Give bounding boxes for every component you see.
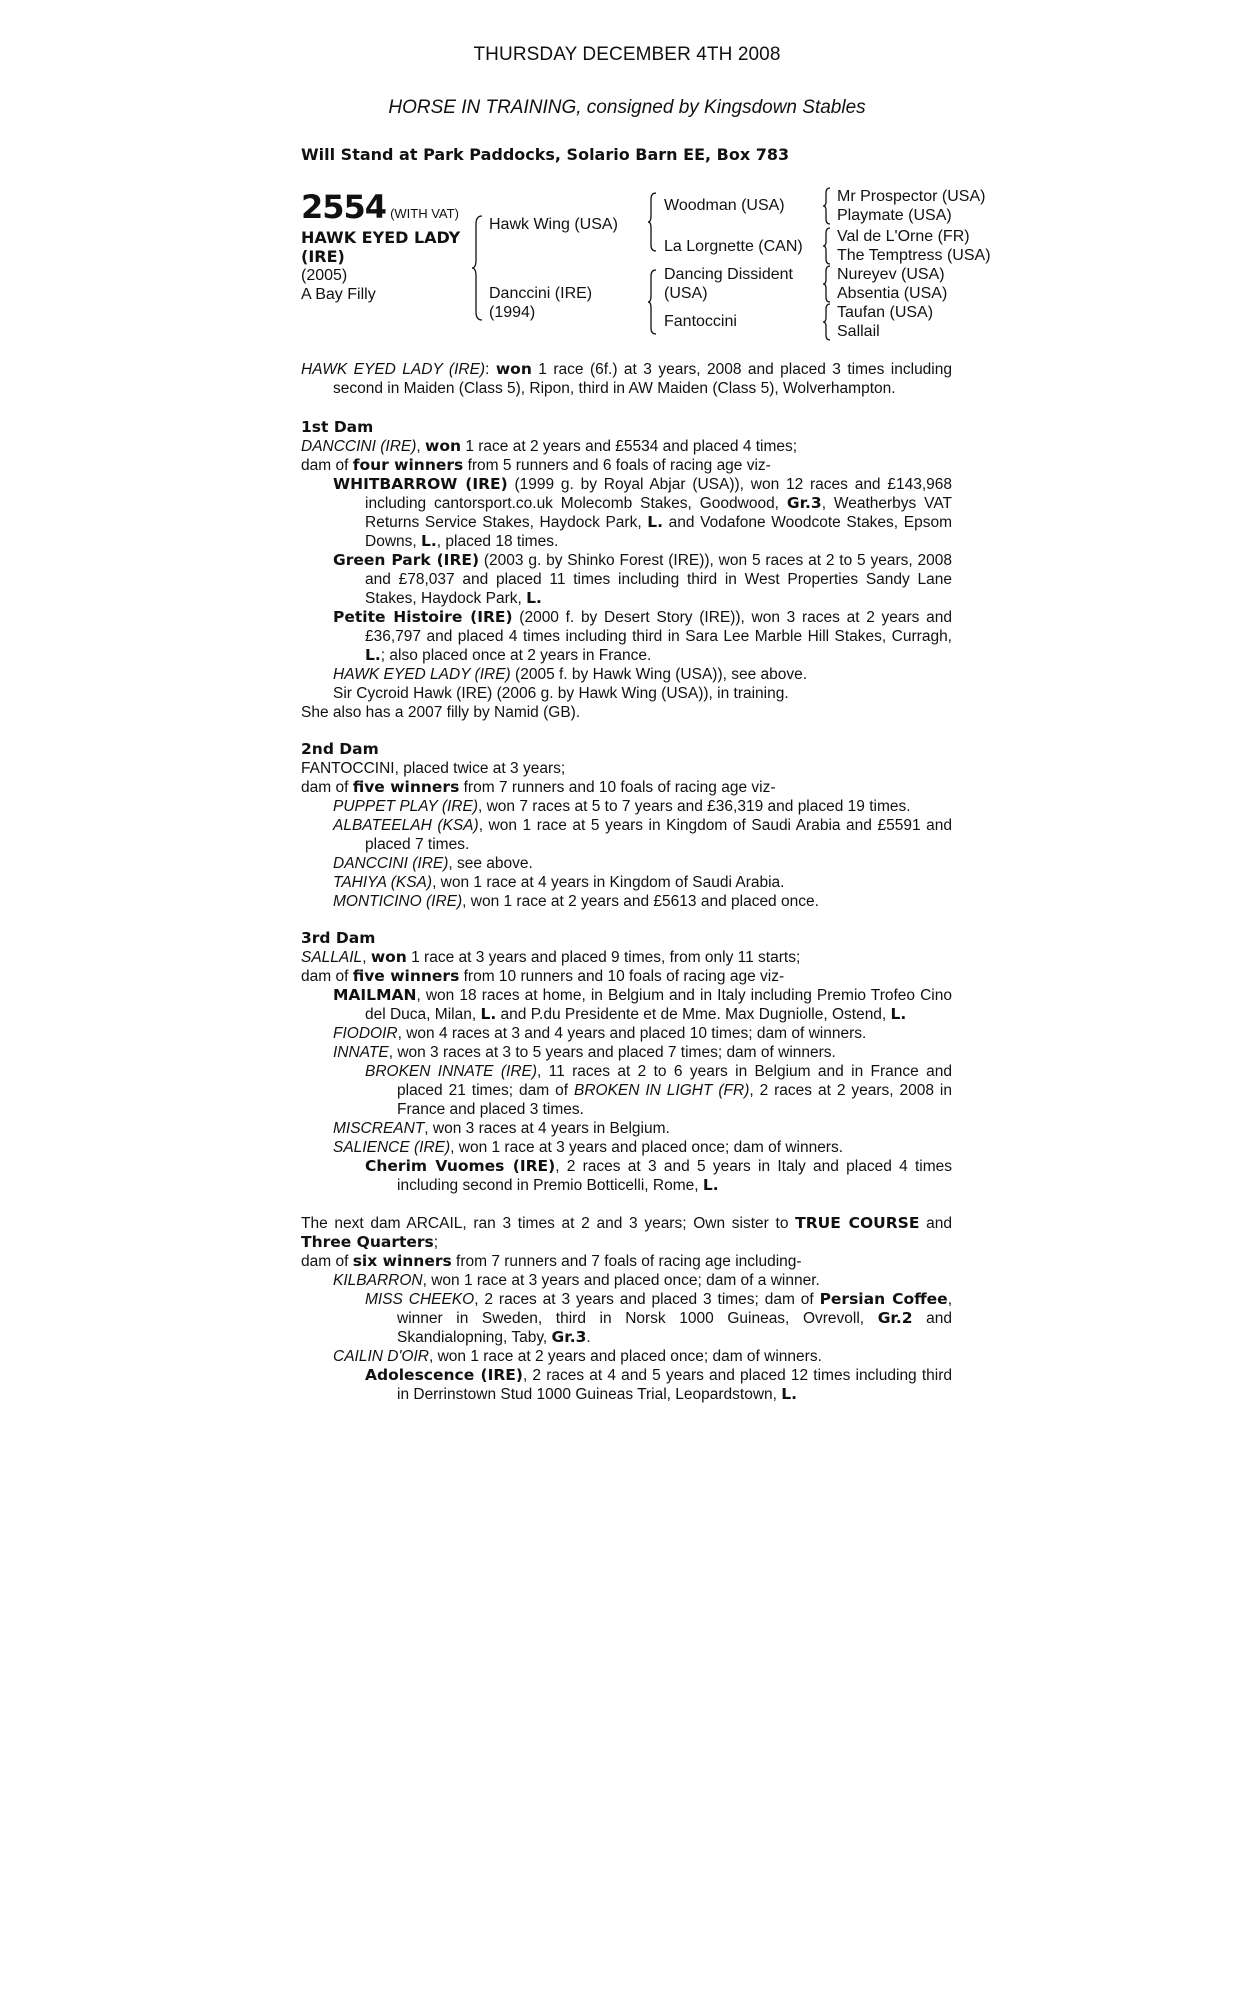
produce-entry xyxy=(333,986,952,1024)
winners-count: five winners xyxy=(352,967,460,985)
third-dam-line xyxy=(301,948,952,967)
vat-note: (WITH VAT) xyxy=(390,206,459,221)
listed-mark: L. xyxy=(647,513,664,531)
produce-record: , won 4 races at 3 and 4 years and placed 10 times; dam of winners. xyxy=(397,1025,867,1042)
horse-name-line1: HAWK EYED LADY xyxy=(301,228,461,247)
listed-mark: L. xyxy=(702,1176,719,1194)
produce-record: (2003 g. by Shinko Forest (IRE)), won 5 races at 2 to 5 years, 2008 and £78,037 and placed 11 times including third in West Properties Sandy Lane Stakes, Haydock Park, xyxy=(365,552,952,607)
dam-dam: Fantoccini xyxy=(664,313,737,330)
produce-entry xyxy=(333,1024,952,1043)
lot-number: 2554 xyxy=(301,188,387,226)
third-dam-heading: 3rd Dam xyxy=(301,929,376,947)
great-grandsire-4: Taufan (USA) xyxy=(837,304,934,321)
produce-name: HAWK EYED LADY (IRE) xyxy=(333,666,511,683)
produce-record: , won 1 race at 4 years in Kingdom of Saudi Arabia. xyxy=(432,874,785,891)
produce-name: KILBARRON xyxy=(333,1272,423,1289)
dam-of-prefix: dam of xyxy=(301,457,353,474)
listed-mark: L. xyxy=(421,532,437,550)
pedigree-bracket-g3 xyxy=(823,266,832,302)
produce-record: , won 3 races at 3 to 5 years and placed 7 times; dam of winners. xyxy=(388,1044,836,1061)
produce-record: , winner in Sweden, third in Norsk 1000 Guineas, Ovrevoll, xyxy=(397,1291,952,1327)
produce-record: , won 1 race at 2 years and placed once; dam of winners. xyxy=(428,1348,822,1365)
produce-record: (2000 f. by Desert Story (IRE)), won 3 races at 2 years and £36,797 and placed 4 times including third in Sara Lee Marble Hill Stakes, Curragh, xyxy=(365,609,952,645)
produce-record: , 2 races at 4 and 5 years and placed 12 times including third in Derrinstown Stud 1000 Guineas Trial, Leopardstown, xyxy=(397,1367,952,1403)
runners-foals: from 10 runners and 10 foals of racing age viz- xyxy=(459,968,785,985)
pedigree-bracket-g4 xyxy=(823,304,832,340)
produce-entry xyxy=(333,1271,952,1290)
produce-name: BROKEN IN LIGHT (FR) xyxy=(573,1082,750,1099)
produce-record: (1999 g. by Royal Abjar (USA)), won 12 races and £143,968 including cantorsport.co.uk Molecomb Stakes, Goodwood, xyxy=(365,476,952,512)
produce-entry xyxy=(333,551,952,608)
produce-name: MISS CHEEKO xyxy=(365,1291,475,1308)
produce-record: , won 1 race at 2 years and £5613 and placed once. xyxy=(462,893,819,910)
fourth-dam-line xyxy=(301,1214,952,1252)
first-dam-line xyxy=(301,437,952,456)
produce-name: SALIENCE (IRE) xyxy=(333,1139,451,1156)
pedigree-bracket-main xyxy=(472,216,484,320)
third-dam-name: SALLAIL xyxy=(301,949,363,966)
runners-foals: from 7 runners and 7 foals of racing age including- xyxy=(451,1253,802,1270)
group-grade: Gr.3 xyxy=(551,1328,587,1346)
third-dam-produce-line xyxy=(301,967,952,986)
dam-of-prefix: dam of xyxy=(301,1253,353,1270)
produce-record: , 2 races at 3 and 5 years in Italy and placed 4 times including second in Premio Botticelli, Rome, xyxy=(397,1158,952,1194)
separator: , xyxy=(362,949,371,966)
grandproduce-entry xyxy=(365,1290,952,1347)
produce-record: , won 18 races at home, in Belgium and in Italy including Premio Trofeo Cino del Duca, Milan, xyxy=(365,987,952,1023)
horse-name-line2: (IRE) xyxy=(301,247,345,266)
produce-record: and Vodafone Woodcote Stakes, Epsom Downs, xyxy=(365,514,952,550)
produce-record: , won 3 races at 4 years in Belgium. xyxy=(424,1120,670,1137)
conjunction: and xyxy=(919,1215,952,1232)
summary-colon: : xyxy=(485,361,496,378)
produce-record: (2005 f. by Hawk Wing (USA)), see above. xyxy=(510,666,808,683)
dam xyxy=(489,284,592,322)
second-dam-heading: 2nd Dam xyxy=(301,740,379,758)
second-dam-line: FANTOCCINI, placed twice at 3 years; xyxy=(301,760,566,777)
produce-name: FIODOIR xyxy=(333,1025,398,1042)
second-dam-produce-line xyxy=(301,778,952,797)
pedigree-bracket-sire xyxy=(648,193,658,251)
produce-name: Petite Histoire (IRE) xyxy=(333,608,513,626)
produce-record: , 2 races at 3 years and placed 3 times; dam of xyxy=(474,1291,820,1308)
produce-record: and P.du Presidente et de Mme. Max Dugniolle, Ostend, xyxy=(496,1006,891,1023)
won-label: won xyxy=(425,437,462,455)
produce-name: Persian Coffee xyxy=(819,1290,948,1308)
produce-entry xyxy=(333,1138,952,1157)
great-granddam-1: Playmate (USA) xyxy=(837,207,952,224)
fourth-dam-produce-line xyxy=(301,1252,952,1271)
lot-heading xyxy=(301,188,459,226)
produce-name: Cherim Vuomes (IRE) xyxy=(365,1157,556,1175)
sire: Hawk Wing (USA) xyxy=(489,216,618,233)
group-grade: Gr.3 xyxy=(786,494,822,512)
runners-foals: from 7 runners and 10 foals of racing age viz- xyxy=(459,779,776,796)
sire-dam: La Lorgnette (CAN) xyxy=(664,238,803,255)
produce-name: MISCREANT xyxy=(333,1120,425,1137)
listed-mark: L. xyxy=(480,1005,497,1023)
first-dam-produce-line xyxy=(301,456,952,475)
produce-name: WHITBARROW (IRE) xyxy=(333,475,508,493)
dam-of-prefix: dam of xyxy=(301,968,353,985)
produce-name: Green Park (IRE) xyxy=(333,551,480,569)
produce-name: INNATE xyxy=(333,1044,389,1061)
third-dam-record: 1 race at 3 years and placed 9 times, from only 11 starts; xyxy=(406,949,801,966)
produce-record: , 11 races at 2 to 6 years in Belgium and in France and placed 21 times; dam of xyxy=(397,1063,952,1099)
produce-name: MAILMAN xyxy=(333,986,417,1004)
dam-name: Danccini (IRE) xyxy=(489,285,593,302)
great-granddam-4: Sallail xyxy=(837,323,880,340)
relative-name: TRUE COURSE xyxy=(795,1214,920,1232)
produce-name: DANCCINI (IRE) xyxy=(333,855,449,872)
grandproduce-entry xyxy=(365,1366,952,1404)
produce-record: , see above. xyxy=(448,855,533,872)
produce-name: Adolescence (IRE) xyxy=(365,1366,523,1384)
produce-record: , placed 18 times. xyxy=(436,533,559,550)
great-grandsire-1: Mr Prospector (USA) xyxy=(837,188,986,205)
produce-entry xyxy=(333,854,952,873)
separator: , xyxy=(416,438,426,455)
produce-name: CAILIN D'OIR xyxy=(333,1348,429,1365)
produce-record: , won 7 races at 5 to 7 years and £36,319 and placed 19 times. xyxy=(478,798,911,815)
horse-summary xyxy=(301,360,952,398)
fourth-dam-record: The next dam ARCAIL, ran 3 times at 2 and 3 years; Own sister to xyxy=(301,1215,796,1232)
produce-record: , won 1 race at 5 years in Kingdom of Saudi Arabia and £5591 and placed 7 times. xyxy=(365,817,952,853)
sale-date: THURSDAY DECEMBER 4TH 2008 xyxy=(473,44,781,65)
first-dam-name: DANCCINI (IRE) xyxy=(301,438,417,455)
winners-count: four winners xyxy=(352,456,464,474)
horse-name xyxy=(301,228,476,266)
listed-mark: L. xyxy=(365,646,381,664)
summary-text: 1 race (6f.) at 3 years, 2008 and placed 3 times including second in Maiden (Class 5), Ripon, third in AW Maiden (Class 5), Wolverhampton. xyxy=(333,361,952,397)
great-grandsire-3: Nureyev (USA) xyxy=(837,266,945,283)
produce-name: MONTICINO (IRE) xyxy=(333,893,463,910)
foaling-year: (2005) xyxy=(301,267,348,284)
produce-entry xyxy=(333,608,952,665)
listed-mark: L. xyxy=(781,1385,798,1403)
consignment-line: HORSE IN TRAINING, consigned by Kingsdown Stables xyxy=(388,97,866,118)
produce-record: , won 1 race at 3 years and placed once; dam of winners. xyxy=(450,1139,844,1156)
dam-sire-country: (USA) xyxy=(664,285,708,302)
produce-entry xyxy=(333,816,952,854)
horse-description: A Bay Filly xyxy=(301,286,376,303)
produce-record: ; also placed once at 2 years in France. xyxy=(380,647,652,664)
catalogue-body xyxy=(301,360,952,1404)
group-grade: Gr.2 xyxy=(877,1309,913,1327)
winners-count: five winners xyxy=(352,778,460,796)
listed-mark: L. xyxy=(526,589,542,607)
produce-entry xyxy=(333,892,952,911)
produce-record: , won 1 race at 3 years and placed once; dam of a winner. xyxy=(422,1272,820,1289)
produce-entry xyxy=(333,797,952,816)
grandproduce-entry xyxy=(365,1157,952,1195)
summary-horse-name: HAWK EYED LADY (IRE) xyxy=(301,361,486,378)
produce-entry xyxy=(333,1043,952,1062)
produce-entry xyxy=(333,1119,952,1138)
punctuation: . xyxy=(586,1329,591,1346)
great-granddam-2: The Temptress (USA) xyxy=(837,247,991,264)
dam-sire-name: Dancing Dissident xyxy=(664,266,793,283)
pedigree-bracket-dam xyxy=(648,270,658,334)
sire-sire: Woodman (USA) xyxy=(664,197,785,214)
produce-entry xyxy=(333,1347,952,1366)
produce-name: TAHIYA (KSA) xyxy=(333,874,433,891)
runners-foals: from 5 runners and 6 foals of racing age viz- xyxy=(463,457,771,474)
produce-entry: Sir Cycroid Hawk (IRE) (2006 g. by Hawk Wing (USA)), in training. xyxy=(333,685,789,702)
punctuation: ; xyxy=(433,1234,439,1251)
great-grandsire-2: Val de L'Orne (FR) xyxy=(837,228,970,245)
won-label: won xyxy=(370,948,407,966)
grandproduce-entry xyxy=(365,1062,952,1119)
pedigree-bracket-g1 xyxy=(823,188,832,224)
winners-count: six winners xyxy=(352,1252,452,1270)
produce-record: and Skandialopning, Taby, xyxy=(397,1310,952,1346)
relative-name: Three Quarters xyxy=(301,1233,434,1251)
produce-entry xyxy=(333,475,952,551)
stand-location: Will Stand at Park Paddocks, Solario Barn EE, Box 783 xyxy=(301,145,790,164)
first-dam-record: 1 race at 2 years and £5534 and placed 4 times; xyxy=(461,438,798,455)
produce-record: , Weatherbys VAT Returns Service Stakes, Haydock Park, xyxy=(365,495,952,531)
first-dam-heading: 1st Dam xyxy=(301,418,374,436)
produce-name: ALBATEELAH (KSA) xyxy=(333,817,479,834)
dam-year: (1994) xyxy=(489,304,536,321)
great-granddam-3: Absentia (USA) xyxy=(837,285,948,302)
produce-name: BROKEN INNATE (IRE) xyxy=(365,1063,538,1080)
produce-entry xyxy=(333,873,952,892)
dam-sire xyxy=(664,265,793,303)
summary-won: won xyxy=(495,360,532,378)
listed-mark: L. xyxy=(890,1005,907,1023)
dam-of-prefix: dam of xyxy=(301,779,353,796)
produce-name: PUPPET PLAY (IRE) xyxy=(333,798,478,815)
first-dam-footer: She also has a 2007 filly by Namid (GB). xyxy=(301,704,581,721)
produce-entry xyxy=(333,665,952,684)
produce-record: , 2 races at 2 years, 2008 in France and placed 3 times. xyxy=(397,1082,952,1118)
pedigree-bracket-g2 xyxy=(823,228,832,264)
